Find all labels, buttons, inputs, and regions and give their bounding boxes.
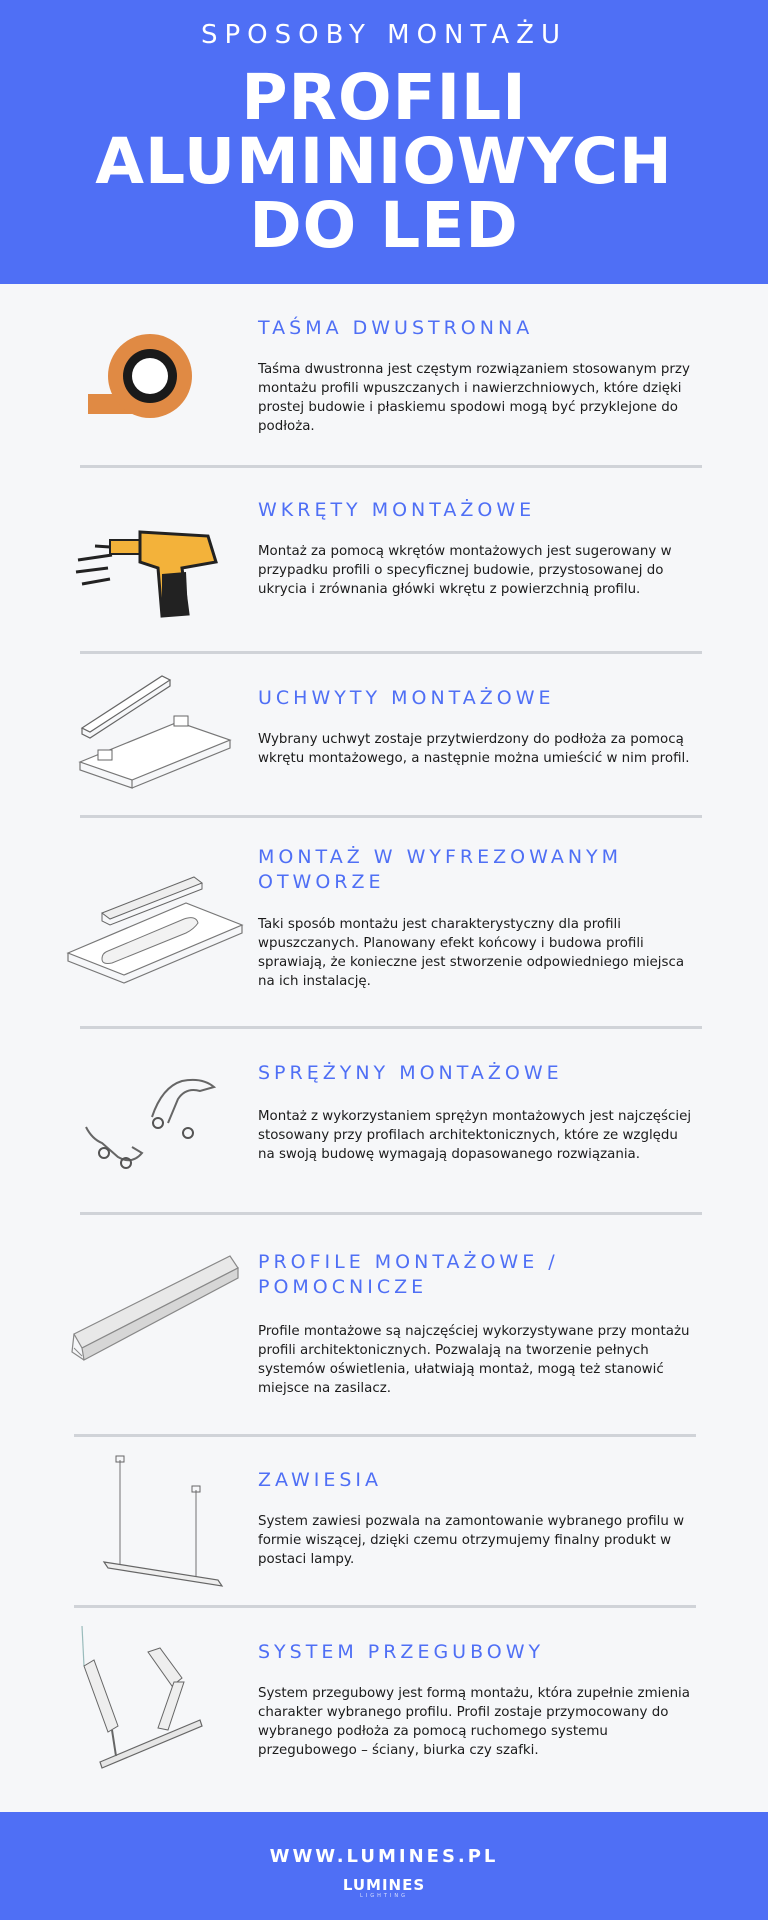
divider [80, 1212, 702, 1215]
logo-text: LUMINES [342, 1876, 426, 1894]
auxiliary-profile-icon [70, 1252, 260, 1372]
section-text: System przegubowy jest formą montażu, która zupełnie zmienia charakter wybranego profilu. Profil zostaje przymocowany do wybranego podłoża za pomocą ruchomego systemu przegubowego – ściany, biurka czy szafki. [258, 1686, 690, 1758]
section-auxiliary [0, 1240, 768, 1430]
articulated-system-icon [76, 1626, 266, 1796]
section-text: Montaż z wykorzystaniem sprężyn montażowych jest najczęściej stosowany przy profilach architektonicznych, które ze względu na swoją budowę wymagają dopasowanego rozwiązania. [258, 1109, 692, 1162]
section-brackets [0, 670, 768, 820]
section-text: Taki sposób montażu jest charakterystyczny dla profili wpuszczanych. Planowany efekt końcowy i budowa profili sprawiają, że konieczne jest stworzenie odpowiedniego miejsca na ich instalację. [258, 917, 685, 989]
header-title [0, 61, 768, 262]
header-title-line-2: ALUMINIOWYCH [95, 125, 673, 198]
section-title: MONTAŻ W WYFREZOWANYM OTWORZE [258, 846, 623, 893]
section-text: Profile montażowe są najczęściej wykorzystywane przy montażu profili architektonicznych. Pozwalają na tworzenie pełnych systemów oświetlenia, ułatwiają montaż, mogą też stanowić miejsce na zasilacz. [258, 1324, 690, 1396]
section-title: ZAWIESIA [258, 1469, 383, 1491]
section-text: Montaż za pomocą wkrętów montażowych jest sugerowany w przypadku profili o specyficznej budowie, przystosowanej do ukrycia i zrównania główki wkrętu z powierzchnią profilu. [258, 544, 672, 597]
website-link[interactable]: WWW.LUMINES.PL [269, 1846, 499, 1867]
section-title: WKRĘTY MONTAŻOWE [258, 499, 536, 521]
divider [80, 815, 702, 818]
header-title-line-1: PROFILI [241, 61, 527, 134]
section-articulated [0, 1622, 768, 1802]
lumines-logo [0, 1876, 768, 1899]
section-suspension [0, 1450, 768, 1600]
section-title: SYSTEM PRZEGUBOWY [258, 1641, 545, 1663]
section-tape [0, 300, 768, 470]
section-text: Wybrany uchwyt zostaje przytwierdzony do podłoża za pomocą wkrętu montażowego, a następnie można umieścić w nim profil. [258, 732, 690, 766]
section-title: SPRĘŻYNY MONTAŻOWE [258, 1062, 563, 1084]
footer [0, 1812, 768, 1920]
double-sided-tape-icon [80, 330, 270, 430]
section-title: TAŚMA DWUSTRONNA [258, 317, 534, 339]
divider [74, 1434, 696, 1437]
section-springs [0, 1045, 768, 1215]
logo-subtitle: LIGHTING [359, 1893, 409, 1899]
section-text: Taśma dwustronna jest częstym rozwiązaniem stosowanym przy montażu profili wpuszczanych i nawierzchniowych, które dzięki prostej budowie i płaskiemu spodowi mogą być przyklejone do podłoża. [258, 362, 690, 434]
header-banner [0, 0, 768, 284]
mounting-brackets-icon [78, 670, 268, 810]
divider [74, 1605, 696, 1608]
section-text: System zawiesi pozwala na zamontowanie wybranego profilu w formie wiszącej, dzięki czemu otrzymujemy finalny produkt w postaci lampy. [258, 1514, 685, 1567]
milled-opening-icon [66, 863, 256, 993]
divider [80, 1026, 702, 1029]
divider [80, 651, 702, 654]
section-title: UCHWYTY MONTAŻOWE [258, 687, 555, 709]
header-kicker: SPOSOBY MONTAŻU [200, 20, 567, 50]
divider [80, 465, 702, 468]
section-title: PROFILE MONTAŻOWE / POMOCNICZE [258, 1251, 559, 1298]
section-screws [0, 482, 768, 652]
mounting-springs-icon [82, 1067, 272, 1177]
drill-screws-icon [70, 522, 260, 622]
section-milled [0, 833, 768, 1028]
header-title-line-3: DO LED [249, 189, 519, 262]
